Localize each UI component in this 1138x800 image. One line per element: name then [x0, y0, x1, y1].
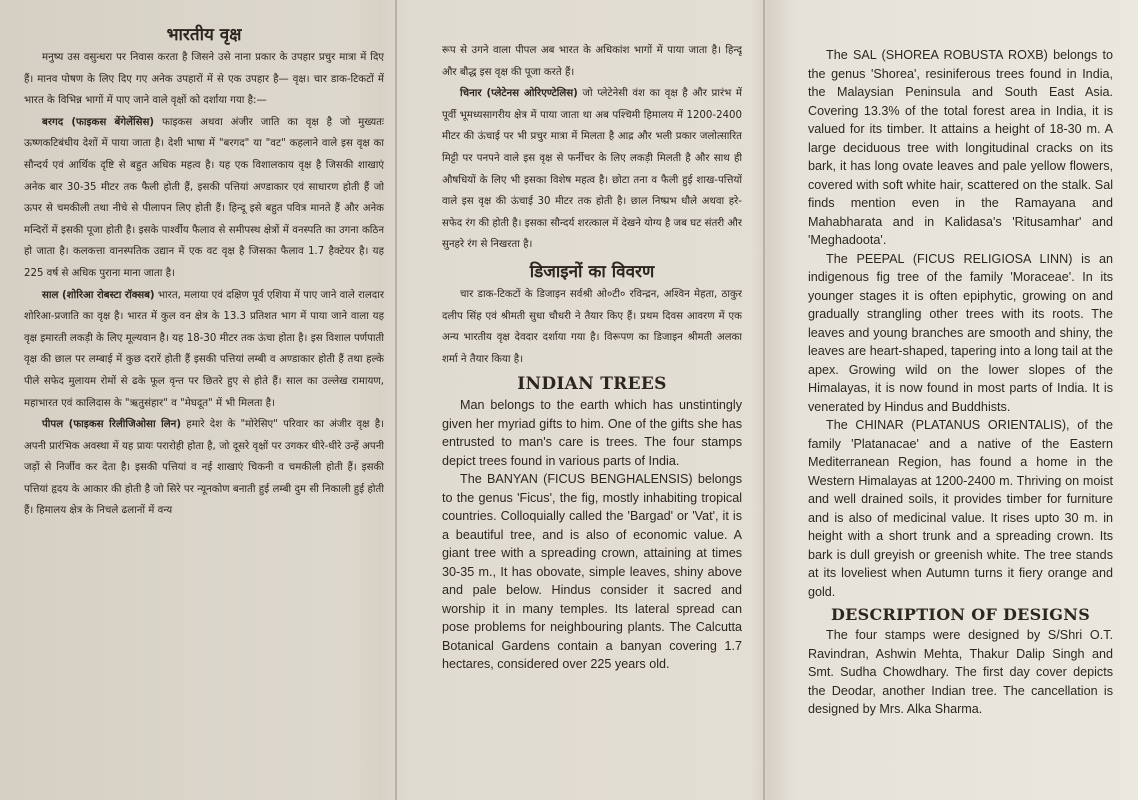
hindi-peepal-paragraph	[24, 414, 384, 522]
english-intro: Man belongs to the earth which has unstintingly given her myriad gifts to him. One of the gifts she has entrusted to man's care is trees. The four stamps depict trees found in various parts of India.	[442, 398, 742, 468]
hindi-sal-paragraph	[24, 285, 384, 415]
hindi-design-title: डिजाइनों का विवरण	[529, 261, 655, 282]
hindi-chinar-paragraph	[442, 83, 742, 256]
hindi-banyan-label: बरगद (फाइकस बेंगेलेंसिस)	[42, 116, 155, 128]
hindi-banyan-paragraph	[24, 112, 384, 285]
fold-line-left	[395, 0, 397, 800]
hindi-chinar-label: चिनार (प्लेटेनस ओरिएण्टेलिस)	[460, 88, 578, 100]
english-chinar-paragraph: The CHINAR (PLATANUS ORIENTALIS), of the family 'Platanacae' and a native of the Eastern Mediterranean Region, has found a home in the Western Himalayas at 1200-2400 m. Thriving on moist and well drained soils, it provides timber for furniture and is also of medicinal value. It rises upto 30 m. in height with a short trunk and a spreading crown. Its bark is dull greyish or greenish white. The tree stands at its loveliest when Autumn turns it fiery orange and gold.	[808, 418, 1113, 599]
hindi-peepal-label: पीपल (फाइकस रिलीजिओसा लिन)	[42, 419, 181, 431]
fold-line-right	[763, 0, 765, 800]
hindi-sal-label: साल (शोरिआ रोबस्टा रॉक्सब)	[42, 289, 155, 301]
hindi-chinar-text: जो प्लेटेनेसी वंश का वृक्ष है और प्रारंभ में पूर्वी भूमध्यसागरीय क्षेत्र में पाया जाता था अब पश्चिमी हिमालय में 1200-2400 मीटर की ऊंचाई पर भी प्रचुर मात्रा में मिलता है आद्र और भली प्रकार जलोत्सारित मिट्टी पर पनपने वाले इस वृक्ष से फर्नीचर के लिए लकड़ी मिलती है और साथ ही औषधियों के लिए भी इसका विशेष महत्व है। छोटा तना व फैली हुई शाख-पत्तियों वाले इस वृक्ष की ऊंचाई 30 मीटर तक होती है। छाल निष्प्रभ धौले अथवा हरे-सफेद रंग की होती है। इसका सौन्दर्य शरत्काल में देखने योग्य है जब घट संतरी और सुनहरे रंग से निखरता है।	[442, 88, 742, 251]
hindi-intro: मनुष्य उस वसुन्धरा पर निवास करता है जिसने उसे नाना प्रकार के उपहार प्रचुर मात्रा में दिए हैं। मानव पोषण के लिए दिए गए अनेक उपहारों में से एक उपहार है— वृक्ष। चार डाक-टिकटों में भारत के विभिन्न भागों में पाए जाने वाले वृक्षों को दर्शाया गया है:—	[24, 52, 384, 107]
hindi-sal-text: भारत, मलाया एवं दक्षिण पूर्व एशिया में पाए जाने वाले रालदार शोरिआ-प्रजाति का वृक्ष है। भारत में कुल वन क्षेत्र के 13.3 प्रतिशत भाग में पाया जाने वाला यह वृक्ष इमारती लकड़ी के लिए मूल्यवान है। यह 18-30 मीटर तक ऊंचा होता है। इस विशाल पर्णपाती वृक्ष की छाल पर लम्बाई में कुछ दरारें होती हैं इसकी पत्तियां लम्बी व अण्डाकार होती हैं तथा हल्के पीले सफेद मुलायम रोमों से ढके फूल वृन्त पर छितरे हुए से होते हैं। साल का उल्लेख रामायण, महाभारत एवं कालिदास के "ऋतुसंहार" व "मेघदूत" में भी मिलता है।	[24, 289, 384, 409]
hindi-design-text: चार डाक-टिकटों के डिजाइन सर्वश्री ओ०टी० रविन्द्रन, अश्विन मेहता, ठाकुर दलीप सिंह एवं श्रीमती सुधा चौधरी ने तैयार किए हैं। प्रथम दिवस आवरण में एक अन्य भारतीय वृक्ष देवदार दर्शाया गया है। विरूपण का डिजाइन श्रीमती अलका शर्मा ने तैयार किया है।	[442, 288, 742, 365]
english-sal-paragraph: The SAL (SHOREA ROBUSTA ROXB) belongs to the genus 'Shorea', resiniferous trees found in India, the Malaysian Peninsula and South East Asia. Covering 13.3% of the total forest area in India, it is valued for its timber. It attains a height of 18-30 m. A large deciduous tree with longitudinal cracks on its bark, it has long ovate leaves and pale yellow flowers, covered with soft white hair, scattered on the stalk. Sal finds mention even in the Ramayana and Mahabharata and in Kalidasa's 'Ritusamhar' and 'Meghadoota'.	[808, 48, 1113, 247]
hindi-peepal-text: हमारे देश के "मोरेसिए" परिवार का अंजीर वृक्ष है। अपनी प्रारंभिक अवस्था में यह प्रायः परारोही होता है, जो दूसरे वृक्षों पर उगकर धीरे-धीरे उन्हें अपनी जड़ों से निर्जीव कर देता है। इसकी पत्तियां व नई शाखाएं चिकनी व चमकीली होती हैं। इसकी पत्तियां हृदय के आकार की होती है जो सिरे पर न्यूनकोण बनाती हुई लम्बी दुम सी निकाली हुई होती हैं। हिमालय क्षेत्र के निचले ढलानों में वन्य	[24, 419, 384, 517]
hindi-title: भारतीय वृक्ष	[166, 25, 242, 45]
panel-english-right	[808, 46, 1113, 719]
hindi-banyan-text: फाइकस अथवा अंजीर जाति का वृक्ष है जो मुख्यतः ऊष्णकटिबंधीय देशों में पाया जाता है। देशी भाषा में "बरगद" या "वट" कहलाने वाले इस वृक्ष का सौन्दर्य एवं आर्थिक दृष्टि से बहुत अधिक महत्व है। यह एक विशालकाय वृक्ष है जिसकी शाखाएं अनेक बार 30-35 मीटर तक फैली होती हैं, इसकी पत्तियां अण्डाकार एवं साधारण होती हैं जो ऊपर से चमकीली तथा नीचे से पीलापन लिए होती हैं। हिन्दू इसे बहुत पवित्र मानते हैं और अनेक मन्दिरों में इसकी पूजा होती है। इसके पार्श्वीय फैलाव से समीपस्थ क्षेत्रों में वनस्पति का उगना कठिन हो जाता है। कलकत्ता वानस्पतिक उद्यान में एक वट वृक्ष है जिसका फैलाव 1.7 हैक्टेयर है। यह 225 वर्ष से अधिक पुराना माना जाता है।	[24, 116, 384, 279]
english-banyan-paragraph: The BANYAN (FICUS BENGHALENSIS) belongs to the genus 'Ficus', the fig, mostly inhabiting tropical countries. Colloquially called the 'Bargad' or 'Vat', it is a beautiful tree, and is also of economic value. A giant tree with a spreading crown, attaining at times 30-35 m., It has obovate, simple leaves, shiny above and pale below. Hindus consider it sacred and worship it in many temples. Its lateral spread can pose problems for neighbouring plants. The Calcutta Botanical Gardens contain a banyan covering 1.7 hectares, considered over 225 years old.	[442, 472, 742, 672]
english-title: INDIAN TREES	[517, 374, 667, 395]
english-design-text: The four stamps were designed by S/Shri O.T. Ravindran, Ashwin Mehta, Thakur Dalip Singh and Smt. Sudha Chowdhary. The first day cover depicts the Deodar, another Indian tree. The cancellation is designed by Mrs. Alka Sharma.	[808, 628, 1113, 716]
english-design-title: DESCRIPTION OF DESIGNS	[830, 605, 1091, 624]
panel-middle	[442, 40, 742, 674]
hindi-peepal-continuation: रूप से उगने वाला पीपल अब भारत के अधिकांश भागों में पाया जाता है। हिन्दू और बौद्ध इस वृक्ष की पूजा करते हैं।	[442, 45, 742, 78]
english-peepal-paragraph: The PEEPAL (FICUS RELIGIOSA LINN) is an indigenous fig tree of the family 'Moraceae'. In its younger stages it is often epiphytic, growing on and gradually strangling other trees with its roots. The leaves and young branches are smooth and shiny, the leaves are heart-shaped, tapering into a long tail at the apex. Growing wild on the lower slopes of the Himalayas, it is now found in most parts of India. It is venerated by Hindus and Buddhists.	[808, 251, 1113, 414]
panel-hindi-left	[24, 22, 384, 522]
